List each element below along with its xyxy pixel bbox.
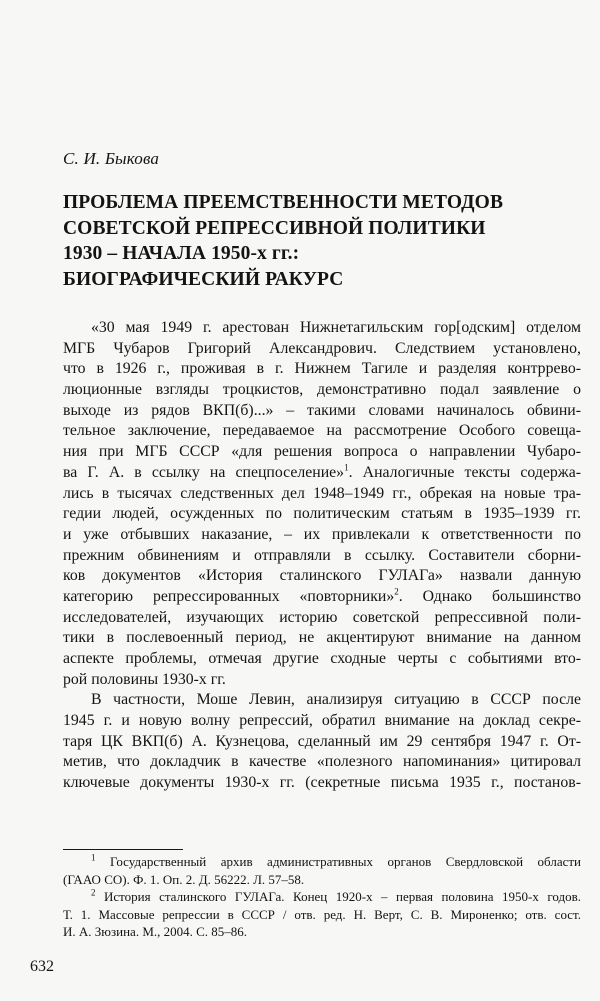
footnote-text: История сталинского ГУЛАГа. Конец 1920-х – первая половина 1950-х годов. xyxy=(103,889,581,904)
body-line: люционные взгляды троцкистов, демонстративно подал заявление о xyxy=(63,381,581,399)
body-line: лись в тысячах следственных дел 1948–1949 гг., обрекая на новые тра- xyxy=(63,484,581,502)
body-line: и уже отбывших наказание, – их привлекали к ответственности по xyxy=(63,525,581,543)
body-line: аспекте проблемы, отмечая другие сходные черты с событиями вто- xyxy=(63,650,581,667)
footnote-divider xyxy=(63,849,183,850)
title-line: СОВЕТСКОЙ РЕПРЕССИВНОЙ ПОЛИТИКИ xyxy=(63,217,486,239)
footnote-line xyxy=(63,853,581,871)
body-text: . Однако большинство xyxy=(398,587,582,605)
body-line: ключевые документы 1930-х гг. (секретные письма 1935 г., постанов- xyxy=(63,774,581,792)
body-line: таря ЦК ВКП(б) А. Кузнецова, сделанный им 29 сентября 1947 г. От- xyxy=(63,732,581,750)
title-line: 1930 – НАЧАЛА 1950-х гг.: xyxy=(63,243,300,265)
body-line: В частности, Моше Левин, анализируя ситуацию в СССР после xyxy=(91,691,581,709)
body-line-with-footnote xyxy=(63,463,581,484)
body-text: . Аналогичные тексты содержа- xyxy=(348,463,581,481)
footnote-ref: 1 xyxy=(344,462,349,473)
body-line: тики в послевоенный период, не акцентируют внимание на данном xyxy=(63,629,581,647)
footnote-mark: 2 xyxy=(91,887,96,898)
body-line: гедии людей, осужденных по политическим статьям в 1935–1939 гг. xyxy=(63,505,581,523)
title-line: БИОГРАФИЧЕСКИЙ РАКУРС xyxy=(63,268,344,290)
body-line: 1945 г. и новую волну репрессий, обратил внимание на доклад секре- xyxy=(63,712,581,730)
body-line: МГБ Чубаров Григорий Александрович. Следствием установлено, xyxy=(63,339,581,357)
footnote-line: Т. 1. Массовые репрессии в СССР / отв. ред. Н. Верт, С. В. Мироненко; отв. сост. xyxy=(63,906,581,922)
body-text: категорию репрессированных «повторники» xyxy=(63,587,395,605)
body-line: «30 мая 1949 г. арестован Нижнетагильским гор[одским] отделом xyxy=(91,319,581,336)
body-line: тельное заключение, передаваемое на рассмотрение Особого совеща- xyxy=(63,422,581,440)
footnote-line: И. А. Зюзина. М., 2004. С. 85–86. xyxy=(63,924,248,939)
body-line: прежним обвинениям и отправляли в ссылку. Составители сборни- xyxy=(63,546,581,564)
footnote-text: Государственный архив административных органов Свердловской области xyxy=(109,854,582,869)
page-number: 632 xyxy=(30,958,54,975)
body-line: выходе из рядов ВКП(б)...» – такими словами начиналось обвини- xyxy=(63,401,581,419)
article-author: С. И. Быкова xyxy=(63,149,160,168)
body-text: ва Г. А. в ссылку на спецпоселение» xyxy=(63,463,345,481)
footnote-line xyxy=(63,888,581,906)
footnote-ref: 2 xyxy=(394,586,399,597)
body-line: рой половины 1930-х гг. xyxy=(63,670,226,688)
body-line-with-footnote xyxy=(63,587,581,608)
body-line: ния при МГБ СССР «для решения вопроса о направлении Чубаро- xyxy=(63,443,581,461)
title-line: ПРОБЛЕМА ПРЕЕМСТВЕННОСТИ МЕТОДОВ xyxy=(63,192,504,213)
body-line: исследователей, изучающих историю советской репрессивной поли- xyxy=(63,608,581,626)
body-line: ков документов «История сталинского ГУЛАГа» назвали данную xyxy=(63,567,581,585)
body-line: метив, что докладчик в качестве «полезного напоминания» цитировал xyxy=(63,753,581,771)
body-line: что в 1926 г., проживая в г. Нижнем Тагиле и разделяя контррево- xyxy=(63,360,581,378)
article-title xyxy=(63,190,543,292)
footnotes xyxy=(63,853,581,941)
footnote-line: (ГААО СО). Ф. 1. Оп. 2. Д. 56222. Л. 57–58. xyxy=(63,871,305,887)
article-body xyxy=(63,318,581,794)
footnote-mark: 1 xyxy=(91,852,96,863)
